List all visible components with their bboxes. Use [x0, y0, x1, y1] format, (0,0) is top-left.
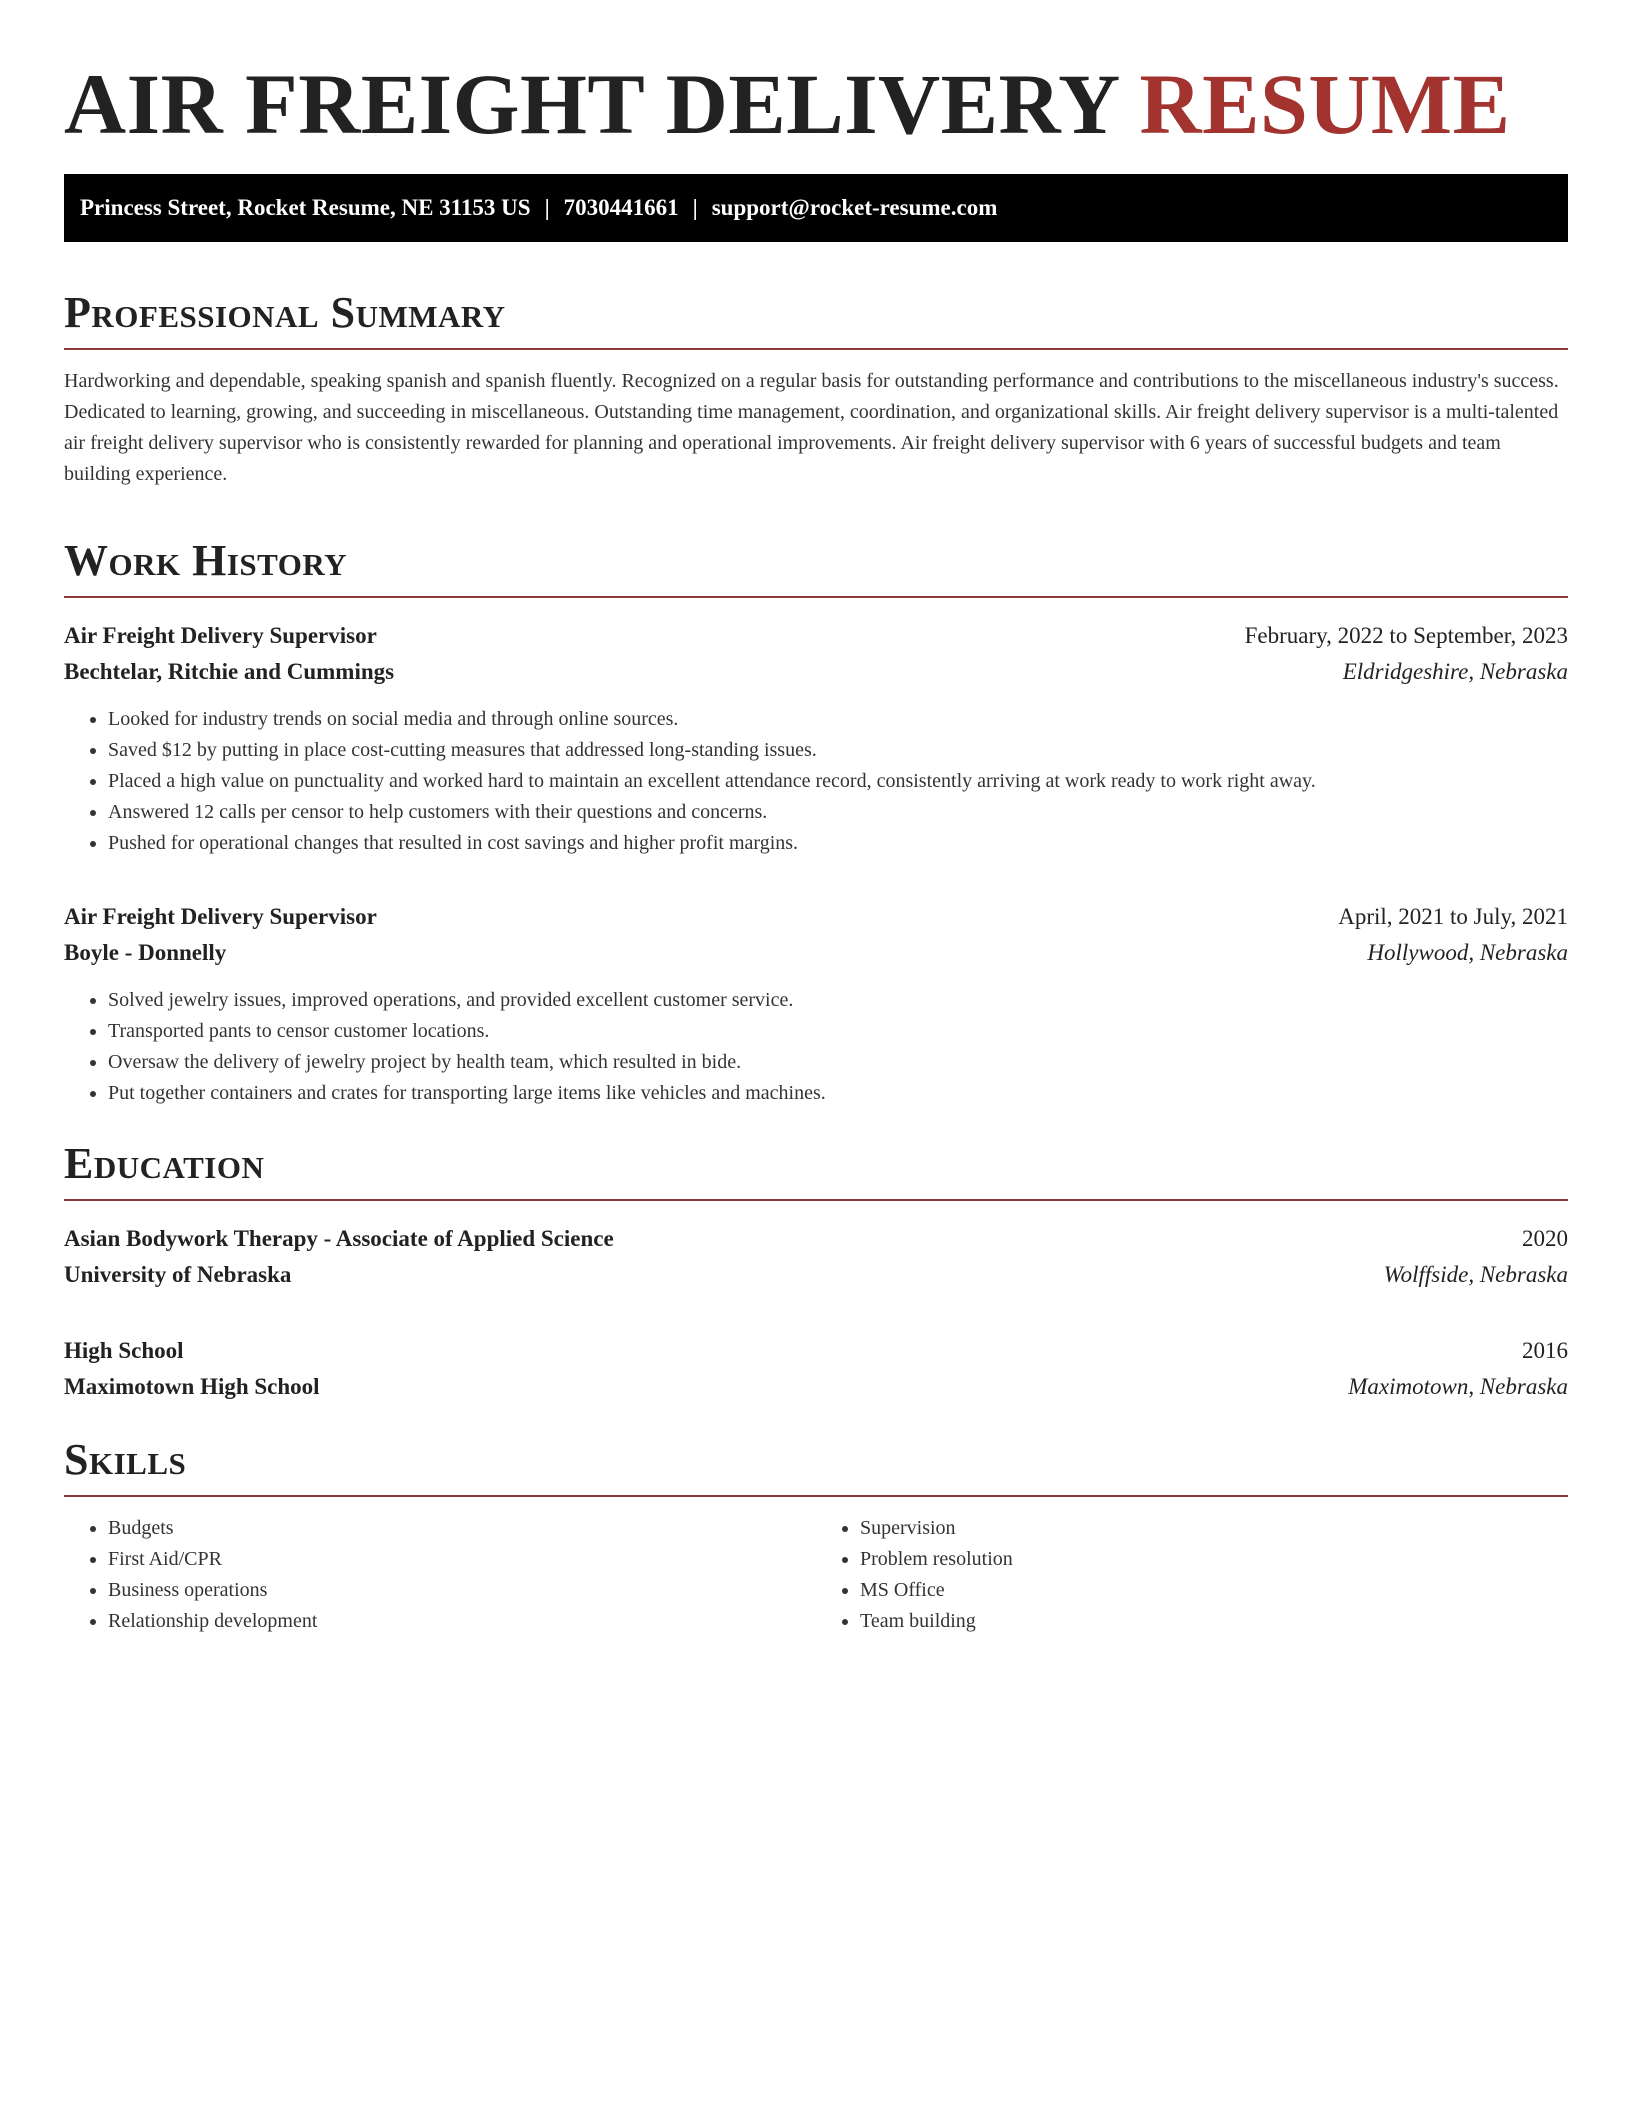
- job-dates: February, 2022 to September, 2023: [1244, 623, 1568, 648]
- job-entry: [64, 618, 1568, 859]
- job-title: Air Freight Delivery Supervisor: [64, 623, 377, 648]
- job-bullet: • Answered 12 calls per censor to help customers with their questions and concerns.: [108, 797, 1568, 828]
- job-company-row: [64, 654, 1568, 690]
- job-bullet: • Saved $12 by putting in place cost-cutting measures that addressed long-standing issues.: [108, 735, 1568, 766]
- contact-address: Princess Street, Rocket Resume, NE 31153 US: [80, 195, 531, 220]
- job-bullet: • Placed a high value on punctuality and worked hard to maintain an excellent attendance record, consistently arriving at work ready to work right away.: [108, 766, 1568, 797]
- skill-item: • Business operations: [108, 1575, 816, 1606]
- section-divider: [64, 348, 1568, 350]
- skill-item: • First Aid/CPR: [108, 1544, 816, 1575]
- section-heading-education: Education: [64, 1139, 265, 1188]
- education-entry: [64, 1333, 1568, 1405]
- job-bullet: • Transported pants to censor customer locations.: [108, 1016, 1568, 1047]
- summary-section: [64, 286, 1568, 490]
- education-school-row: [64, 1257, 1568, 1293]
- job-bullet: • Pushed for operational changes that resulted in cost savings and higher profit margins.: [108, 828, 1568, 859]
- education-location: Wolffside, Nebraska: [1383, 1262, 1568, 1287]
- education-entry: [64, 1221, 1568, 1293]
- job-title: Air Freight Delivery Supervisor: [64, 904, 377, 929]
- section-divider: [64, 1495, 1568, 1497]
- title-main: AIR FREIGHT DELIVERY: [64, 56, 1118, 152]
- contact-separator: |: [692, 195, 698, 220]
- job-title-row: [64, 618, 1568, 654]
- education-school: Maximotown High School: [64, 1374, 320, 1399]
- job-location: Hollywood, Nebraska: [1367, 940, 1568, 965]
- contact-bar: [64, 174, 1568, 242]
- skill-item: • MS Office: [860, 1575, 1568, 1606]
- education-location: Maximotown, Nebraska: [1348, 1374, 1568, 1399]
- job-bullets: [64, 704, 1568, 859]
- education-degree: High School: [64, 1338, 184, 1363]
- skills-column-right: [816, 1513, 1568, 1637]
- contact-phone: 7030441661: [563, 195, 679, 220]
- education-section: [64, 1137, 1568, 1405]
- skill-item: • Supervision: [860, 1513, 1568, 1544]
- education-year: 2016: [1522, 1338, 1568, 1363]
- education-school-row: [64, 1369, 1568, 1405]
- contact-email: support@rocket-resume.com: [711, 195, 998, 220]
- job-bullet: • Solved jewelry issues, improved operations, and provided excellent customer service.: [108, 985, 1568, 1016]
- skills-section: [64, 1433, 1568, 1637]
- skills-grid: [64, 1513, 1568, 1637]
- skill-item: • Team building: [860, 1606, 1568, 1637]
- job-company: Bechtelar, Ritchie and Cummings: [64, 659, 395, 684]
- education-degree: Asian Bodywork Therapy - Associate of Applied Science: [64, 1226, 614, 1251]
- job-company-row: [64, 935, 1568, 971]
- section-heading-skills: Skills: [64, 1435, 187, 1484]
- job-company: Boyle - Donnelly: [64, 940, 227, 965]
- job-bullet: • Oversaw the delivery of jewelry project by health team, which resulted in bide.: [108, 1047, 1568, 1078]
- job-location: Eldridgeshire, Nebraska: [1342, 659, 1568, 684]
- skills-column-left: [64, 1513, 816, 1637]
- education-year: 2020: [1522, 1226, 1568, 1251]
- education-degree-row: [64, 1333, 1568, 1369]
- job-bullets: [64, 985, 1568, 1109]
- work-history-section: [64, 534, 1568, 1109]
- title-accent: RESUME: [1139, 56, 1511, 152]
- section-heading-work-history: Work History: [64, 536, 348, 585]
- section-heading-summary: Professional Summary: [64, 288, 506, 337]
- job-bullet: • Put together containers and crates for transporting large items like vehicles and machines.: [108, 1078, 1568, 1109]
- job-bullet: • Looked for industry trends on social media and through online sources.: [108, 704, 1568, 735]
- job-dates: April, 2021 to July, 2021: [1338, 904, 1568, 929]
- education-degree-row: [64, 1221, 1568, 1257]
- summary-text: Hardworking and dependable, speaking spanish and spanish fluently. Recognized on a regular basis for outstanding performance and contributions to the miscellaneous industry's success. Dedicated to learning, growing, and succeeding in miscellaneous. Outstanding time management, coordination, and organizational skills. Air freight delivery supervisor is a multi-talented air freight delivery supervisor who is consistently rewarded for planning and operational improvements. Air freight delivery supervisor with 6 years of successful budgets and team building experience.: [64, 370, 1559, 485]
- resume-title: [64, 56, 1568, 152]
- skill-item: • Problem resolution: [860, 1544, 1568, 1575]
- education-school: University of Nebraska: [64, 1262, 292, 1287]
- contact-separator: |: [544, 195, 550, 220]
- job-title-row: [64, 899, 1568, 935]
- skill-item: • Relationship development: [108, 1606, 816, 1637]
- skill-item: • Budgets: [108, 1513, 816, 1544]
- section-divider: [64, 596, 1568, 598]
- job-entry: [64, 899, 1568, 1109]
- section-divider: [64, 1199, 1568, 1201]
